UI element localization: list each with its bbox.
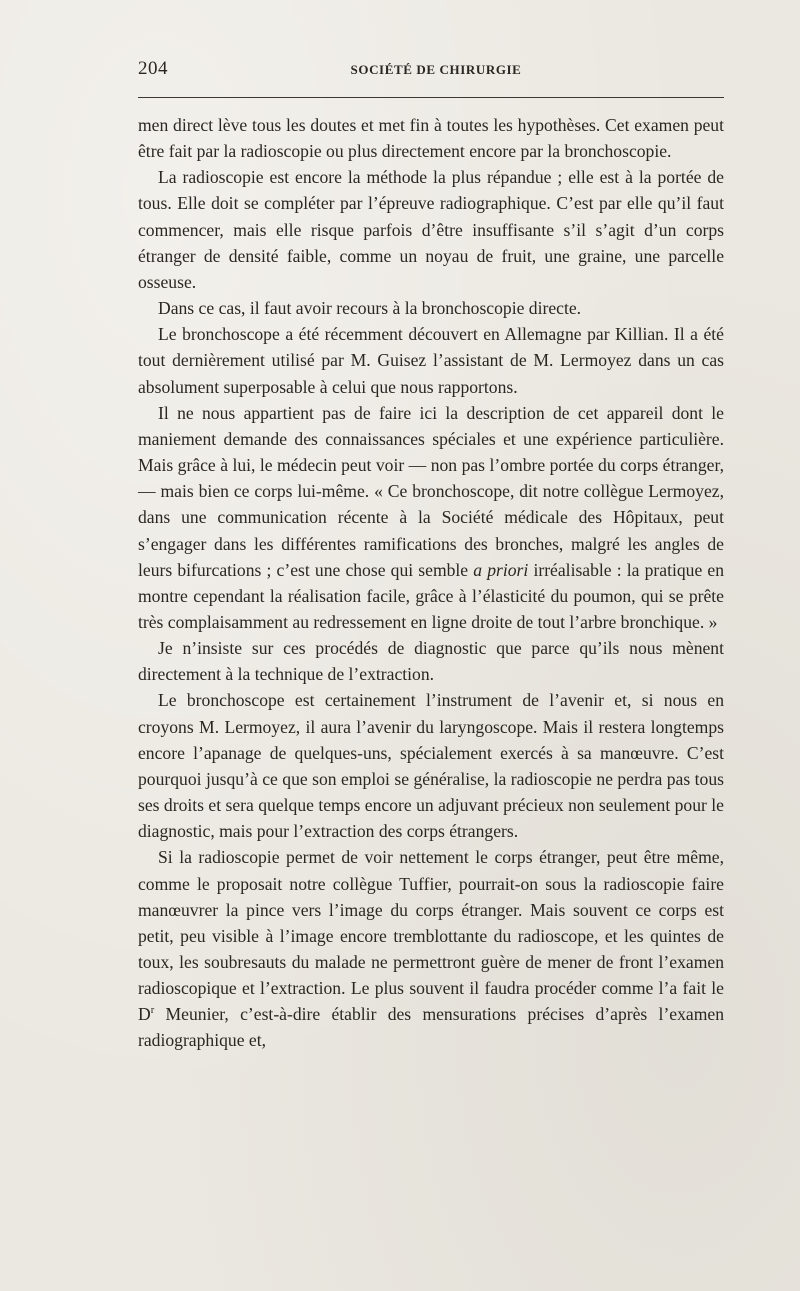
- paragraph-text: Meunier, c’est-à-dire établir des mensurations précises d’après l’examen radiographique et,: [138, 1004, 725, 1051]
- superscript: r: [150, 1005, 155, 1017]
- paragraph: Je n’insiste sur ces procédés de diagnostic que parce qu’ils nous mènent directement à la technique de l’extraction.: [138, 638, 724, 685]
- paragraph-text: Si la radioscopie permet de voir nettement le corps étranger, peut être même, comme le proposait notre collègue Tuffier, pourrait-on sous la radioscopie faire manœuvrer la pince vers l’image du corps étranger. Mais souvent ce corps est petit, peu visible à l’image encore tremblottante du radioscope, et les quintes de toux, les soubresauts du malade ne permettront guère de mener de front l’examen radioscopique et l’extraction. Le plus souvent il faudra procéder comme l’a fait le D: [138, 847, 724, 1025]
- paragraph: Le bronchoscope a été récemment découvert en Allemagne par Killian. Il a été tout dernièrement utilisé par M. Guisez l’assistant de M. Lermoyez dans un cas absolument superposable à celui que nous rapportons.: [138, 324, 724, 397]
- paragraph: [138, 400, 724, 635]
- running-title: SOCIÉTÉ DE CHIRURGIE: [350, 62, 522, 77]
- paragraph: [138, 844, 724, 1053]
- paragraph: Dans ce cas, il faut avoir recours à la bronchoscopie directe.: [158, 298, 582, 319]
- italic-phrase: a priori: [473, 559, 529, 580]
- header-rule: [138, 97, 724, 98]
- page-number: 204: [138, 58, 168, 79]
- paragraph-text: Il ne nous appartient pas de faire ici la description de cet appareil dont le maniement demande des connaissances spéciales et une expérience particulière. Mais grâce à lui, le médecin peut voir — non pas l’ombre portée du corps étranger, — mais bien ce corps lui-même. « Ce bronchoscope, dit notre collègue Lermoyez, dans une communication récente à la Société médicale des Hôpitaux, peut s’engager dans les différentes ramifications des bronches, malgré les angles de leurs bifurcations ; c’est une chose qui semble: [138, 402, 724, 580]
- page-header: [138, 58, 724, 84]
- paragraph: men direct lève tous les doutes et met fin à toutes les hypothèses. Cet examen peut être fait par la radioscopie ou plus directement encore par la bronchoscopie.: [138, 115, 724, 162]
- paragraph: La radioscopie est encore la méthode la plus répandue ; elle est à la portée de tous. Elle doit se compléter par l’épreuve radiographique. C’est par elle qu’il faut commencer, mais elle risque parfois d’être insuffisante s’il s’agit d’un corps étranger de densité faible, comme un noyau de fruit, une graine, une parcelle osseuse.: [138, 167, 724, 292]
- body-text: [138, 112, 724, 1054]
- paragraph-text: irréalisable : la pratique en montre cependant la réalisation facile, grâce à l’élasticité du poumon, qui se prête très complaisamment au redressement en ligne droite de tout l’arbre bronchique. »: [138, 559, 725, 632]
- paragraph: Le bronchoscope est certainement l’instrument de l’avenir et, si nous en croyons M. Lermoyez, il aura l’avenir du laryngoscope. Mais il restera longtemps encore l’apanage de quelques-uns, spécialement exercés à sa manœuvre. C’est pourquoi jusqu’à ce que son emploi se généralise, la radioscopie ne perdra pas tous ses droits et sera quelque temps encore un adjuvant précieux non seulement pour le diagnostic, mais pour l’extraction des corps étrangers.: [138, 690, 724, 842]
